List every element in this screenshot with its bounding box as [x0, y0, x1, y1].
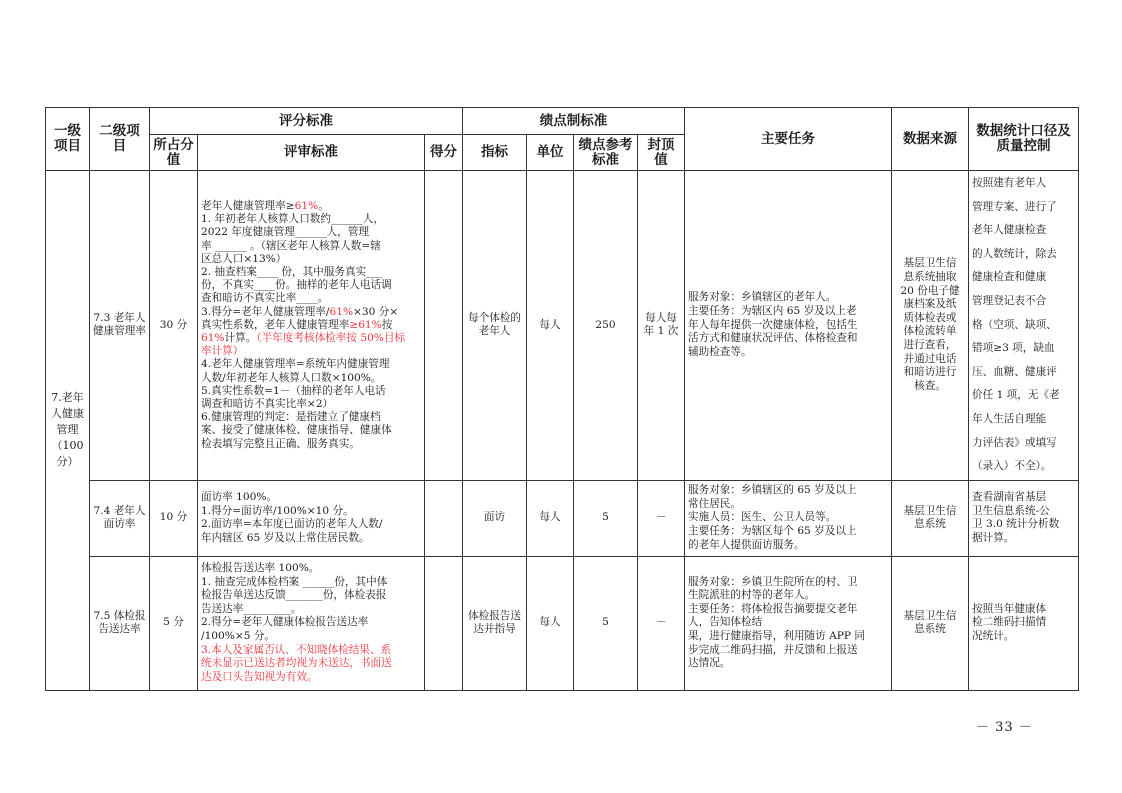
header-unit: 单位 [527, 135, 574, 171]
criteria-text: 区总人口×13%） [201, 252, 287, 265]
criteria-text: ×30 分× [353, 305, 399, 318]
criteria-line [201, 358, 421, 371]
text-line: 质体检表或 [903, 311, 957, 324]
criteria-line [201, 398, 421, 411]
text-line: 格（空项、缺项、 [972, 318, 1057, 331]
criteria-text: 按 [381, 318, 393, 331]
text-line: 息系统 [914, 623, 946, 636]
header-level2: 二级项目 [90, 108, 150, 171]
indicator-cell: 体检报告送达并指导 [463, 556, 527, 690]
assessment-table [45, 107, 1079, 691]
criteria-cell [198, 171, 425, 481]
unit-cell: 每人 [527, 480, 574, 556]
criteria-text: 2.面访率=本年度已面访的老年人人数/ [201, 518, 383, 531]
text-line: 的人数统计，除去 [972, 247, 1057, 260]
criteria-line [201, 518, 421, 532]
level2-item: 7.4 老年人面访率 [90, 480, 150, 556]
text-line: 体检流转单 [903, 325, 957, 338]
criteria-line [201, 266, 421, 279]
table-row [46, 480, 1079, 556]
text-line: 步完成二维码扫描，并反馈和上报送 [688, 643, 858, 656]
text-line: 主要任务：为辖区每个 65 岁及以上 [688, 525, 857, 538]
unit-cell: 每人 [527, 556, 574, 690]
criteria-line [201, 279, 421, 292]
text-line: 基层卫生信 [903, 257, 957, 270]
text-line: 生院派驻的村等的老年人。 [688, 589, 816, 602]
cap-cell: － [638, 480, 685, 556]
criteria-text: 体检报告送达率 100%。 [201, 562, 320, 575]
criteria-line [201, 226, 421, 239]
criteria-text: 3.得分=老年人健康管理率/ [201, 305, 330, 318]
criteria-text: 5.真实性系数=1－（抽样的老年人电话 [201, 384, 386, 397]
text-line: 按照当年健康体 [972, 602, 1047, 615]
text-line: 卫生信息系统-公 [972, 504, 1050, 517]
caliber-cell [969, 556, 1079, 690]
criteria-text: 检表填写完整且正确、服务真实。 [201, 437, 360, 450]
criteria-text: 。 [318, 199, 329, 212]
data-source-cell [892, 171, 969, 481]
criteria-text: 人数/年初老年人核算人口数×100%。 [201, 371, 382, 384]
criteria-line [201, 630, 421, 644]
text-line: 果，进行健康指导，利用随访 APP 同 [688, 630, 865, 643]
header-scoring-standard: 评分标准 [150, 108, 463, 135]
criteria-line [201, 319, 421, 332]
criteria-text: 2. 抽查档案____ 份，其中服务真实___ [201, 265, 383, 278]
text-line: 辅助检查等。 [688, 345, 752, 358]
criteria-text: 案、接受了健康体检、健康指导、健康体 [201, 424, 392, 437]
header-stat-caliber: 数据统计口径及质量控制 [969, 108, 1079, 171]
text-line: 检二维码扫描情 [972, 616, 1047, 629]
criteria-line [201, 332, 421, 345]
score-cell [425, 556, 463, 690]
level1-item: 7.老年人健康管理（100分） [46, 171, 90, 691]
ref-points-cell: 250 [574, 171, 638, 481]
tasks-cell [685, 480, 892, 556]
text-line: 管理登记表不合 [972, 294, 1047, 307]
header-cap: 封顶值 [638, 135, 685, 171]
text-line: 并通过电话 [903, 352, 957, 365]
text-line: 卫 3.0 统计分析数 [972, 518, 1060, 531]
text-line: 基层卫生信 [903, 609, 957, 622]
criteria-line [201, 532, 421, 546]
table-row [46, 556, 1079, 690]
text-line: 服务对象：乡镇卫生院所在的村、卫 [688, 575, 858, 588]
criteria-text: 份，不真实____份。抽样的老年人电话调 [201, 279, 392, 292]
text-line: 按照建有老年人 [972, 177, 1047, 189]
criteria-text: 检报告单送达反馈_______份，体检表报 [201, 589, 387, 602]
criteria-line [201, 589, 421, 603]
text-line: 和暗访进行 [903, 366, 957, 379]
cap-cell: － [638, 556, 685, 690]
text-line: 20 份电子健 [900, 284, 960, 297]
criteria-line [201, 253, 421, 266]
ref-points-cell: 5 [574, 556, 638, 690]
criteria-text: 率 ______ 。（辖区老年人核算人数=辖 [201, 239, 381, 252]
data-source-cell [892, 556, 969, 690]
header-review-standard: 评审标准 [198, 135, 425, 171]
criteria-line [201, 576, 421, 590]
highlight-text: 统未显示已送达者均视为未送达，书面送 [201, 657, 392, 670]
highlight-text: 61% [201, 331, 225, 344]
criteria-line [201, 200, 421, 213]
text-line: 压、血糖、健康评 [972, 365, 1057, 378]
highlight-text: 61% [329, 305, 354, 318]
text-line: 核查。 [914, 379, 946, 392]
text-line: （录入）不全）。 [972, 460, 1052, 473]
highlight-text: 3.本人及家属否认、不知晓体检结果、系 [201, 643, 392, 656]
unit-cell: 每人 [527, 171, 574, 481]
criteria-line [201, 424, 421, 437]
caliber-cell [969, 480, 1079, 556]
text-line: 况统计。 [972, 630, 1015, 643]
header-performance-standard: 绩点制标准 [463, 108, 685, 135]
header-indicator: 指标 [463, 135, 527, 171]
criteria-text: 查和暗访不真实比率____。 [201, 292, 329, 305]
data-source-cell [892, 480, 969, 556]
text-line: 年人生活自理能 [972, 412, 1047, 425]
header-row-1 [46, 108, 1079, 135]
tasks-cell [685, 556, 892, 690]
criteria-text: 1. 抽查完成体检档案 ______份，其中体 [201, 575, 388, 588]
header-level1: 一级项目 [46, 108, 90, 171]
points-cell: 5 分 [150, 556, 198, 690]
level2-item: 7.3 老年人健康管理率 [90, 171, 150, 481]
text-line: 息系统抽取 [903, 270, 957, 283]
criteria-text: 调查和暗访不真实比率×2） [201, 397, 334, 410]
cap-cell: 每人每年 1 次 [638, 171, 685, 481]
text-line: 服务对象：乡镇辖区的 65 岁及以上 [688, 484, 857, 497]
criteria-line [201, 345, 421, 358]
text-line: 基层卫生信 [903, 504, 957, 517]
criteria-text: 4.老年人健康管理率=系统年内健康管理 [201, 358, 390, 371]
criteria-text: 1.得分=面访率/100%×10 分。 [201, 504, 354, 517]
text-line: 价任 1 项，无《老 [972, 389, 1060, 402]
text-line: 据计算。 [972, 531, 1015, 544]
text-line: 年人每年提供一次健康体检，包括生 [688, 318, 858, 331]
header-data-source: 数据来源 [892, 108, 969, 171]
text-line: 老年人健康检查 [972, 224, 1047, 237]
criteria-text: 1. 年初老年人核算人口数约______人， [201, 213, 384, 226]
criteria-text: 真实性系数，老年人健康管理率 [201, 318, 350, 331]
criteria-line [201, 306, 421, 319]
text-line: 服务对象：乡镇辖区的老年人。 [688, 291, 837, 304]
highlight-text: 61% [294, 199, 319, 212]
criteria-line [201, 292, 421, 305]
criteria-line [201, 213, 421, 226]
ref-points-cell: 5 [574, 480, 638, 556]
level2-item: 7.5 体检报告送达率 [90, 556, 150, 690]
criteria-line [201, 491, 421, 505]
highlight-text: 达及口头告知视为有效。 [201, 670, 318, 683]
indicator-cell: 面访 [463, 480, 527, 556]
page-number: － 33 － [976, 720, 1033, 735]
table-row [46, 171, 1079, 481]
criteria-line [201, 616, 421, 630]
text-line: 查看湖南省基层 [972, 491, 1047, 504]
criteria-line [201, 562, 421, 576]
text-line: 人，告知体检结 [688, 616, 763, 629]
text-line: 力评估表》或填写 [972, 436, 1057, 449]
criteria-text: 老年人健康管理率≥ [201, 199, 295, 212]
criteria-cell [198, 556, 425, 690]
highlight-text: 率计算） [201, 345, 244, 358]
score-cell [425, 171, 463, 481]
header-ref-points: 绩点参考标准 [574, 135, 638, 171]
text-line: 错项≥3 项，缺血 [972, 342, 1055, 355]
criteria-line [201, 385, 421, 398]
text-line: 的老年人提供面访服务。 [688, 538, 805, 551]
highlight-text: ≥61% [349, 318, 382, 331]
text-line: 主要任务：将体检报告摘要提交老年 [688, 602, 858, 615]
text-line: 主要任务：为辖区内 65 岁及以上老 [688, 304, 857, 317]
points-cell: 10 分 [150, 480, 198, 556]
text-line: 健康检查和健康 [972, 271, 1047, 284]
criteria-line [201, 657, 421, 671]
text-line: 康档案及纸 [903, 298, 957, 311]
criteria-line [201, 240, 421, 253]
criteria-text: 2022 年度健康管理______人，管理 [201, 226, 370, 239]
text-line: 实施人员：医生、公卫人员等。 [688, 511, 837, 524]
indicator-cell: 每个体检的老年人 [463, 171, 527, 481]
criteria-line [201, 411, 421, 424]
criteria-line [201, 644, 421, 658]
text-line: 进行查看， [903, 338, 957, 351]
criteria-text: 告送达率_________。 [201, 602, 302, 615]
criteria-line [201, 505, 421, 519]
criteria-text: /100%×5 分。 [201, 630, 276, 643]
criteria-text: 计算。 [224, 331, 257, 344]
criteria-line [201, 438, 421, 451]
caliber-cell [969, 171, 1079, 481]
criteria-line [201, 372, 421, 385]
score-cell [425, 480, 463, 556]
text-line: 管理专案、进行了 [972, 200, 1057, 213]
criteria-text: 面访率 100%。 [201, 491, 278, 504]
criteria-line [201, 671, 421, 685]
criteria-cell [198, 480, 425, 556]
header-points-share: 所占分值 [150, 135, 198, 171]
highlight-text: （半年度考核体检率按 50%目标 [256, 331, 406, 344]
criteria-text: 6.健康管理的判定：是指建立了健康档 [201, 411, 381, 424]
text-line: 活方式和健康状况评估、体格检查和 [688, 332, 858, 345]
criteria-text: 2.得分=老年人健康体检报告送达率 [201, 616, 369, 629]
header-score: 得分 [425, 135, 463, 171]
tasks-cell [685, 171, 892, 481]
text-line: 常住居民。 [688, 497, 741, 510]
criteria-line [201, 603, 421, 617]
text-line: 息系统 [914, 518, 946, 531]
points-cell: 30 分 [150, 171, 198, 481]
header-main-tasks: 主要任务 [685, 108, 892, 171]
criteria-text: 年内辖区 65 岁及以上常住居民数。 [201, 531, 370, 544]
text-line: 达情况。 [688, 657, 731, 670]
